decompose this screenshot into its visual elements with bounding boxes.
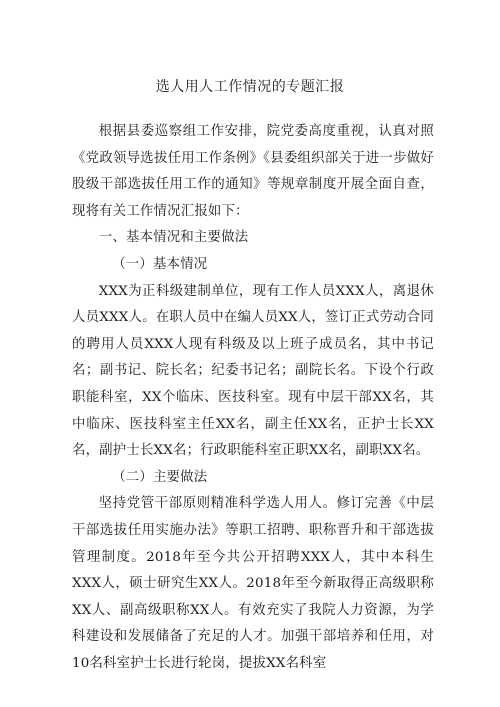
intro-paragraph: 根据县委巡察组工作安排，院党委高度重视，认真对照《党政领导选拔任用工作条例》《县委组织部关于进一步做好股级干部选拔任用工作的通知》等规章制度开展全面自查，现将有关工作情况汇报如下： — [72, 124, 434, 219]
subsection-heading: （一）基本情况 — [112, 256, 208, 272]
body-paragraph: 坚持党管干部原则精准科学选人用人。修订完善《中层干部选拔任用实施办法》等职工招聘、职称晋升和干部选拔管理制度。2018年至今共公开招聘XXX人，其中本科生XXX人，硕士研究生XX人。2018年至今新取得正高级职称XX人、副高级职称XX人。有效充实了我院人力资源，为学科建设和发展储备了充足的人才。加强干部培养和任用，对10名科室护士长进行轮岗，提拔XX名科室 — [72, 496, 434, 671]
body-paragraph: XXX为正科级建制单位，现有工作人员XXX人，离退休人员XXX人。在职人员中在编人员XX人，签订正式劳动合同的聘用人员XXX人现有科级及以上班子成员名，其中书记名；副书记、院长名；纪委书记名；副院长名。下设个行政职能科室，XX个临床、医技科室。现有中层干部XX名，其中临床、医技科室主任XX名，副主任XX名，正护士长XX名，副护士长XX名；行政职能科室正职XX名，副职XX名。 — [72, 283, 434, 459]
document-body — [72, 119, 434, 677]
subsection-heading: （二）主要做法 — [112, 469, 208, 485]
page-title: 选人用人工作情况的专题汇报 — [155, 79, 345, 95]
section-heading: 一、基本情况和主要做法 — [98, 230, 249, 246]
